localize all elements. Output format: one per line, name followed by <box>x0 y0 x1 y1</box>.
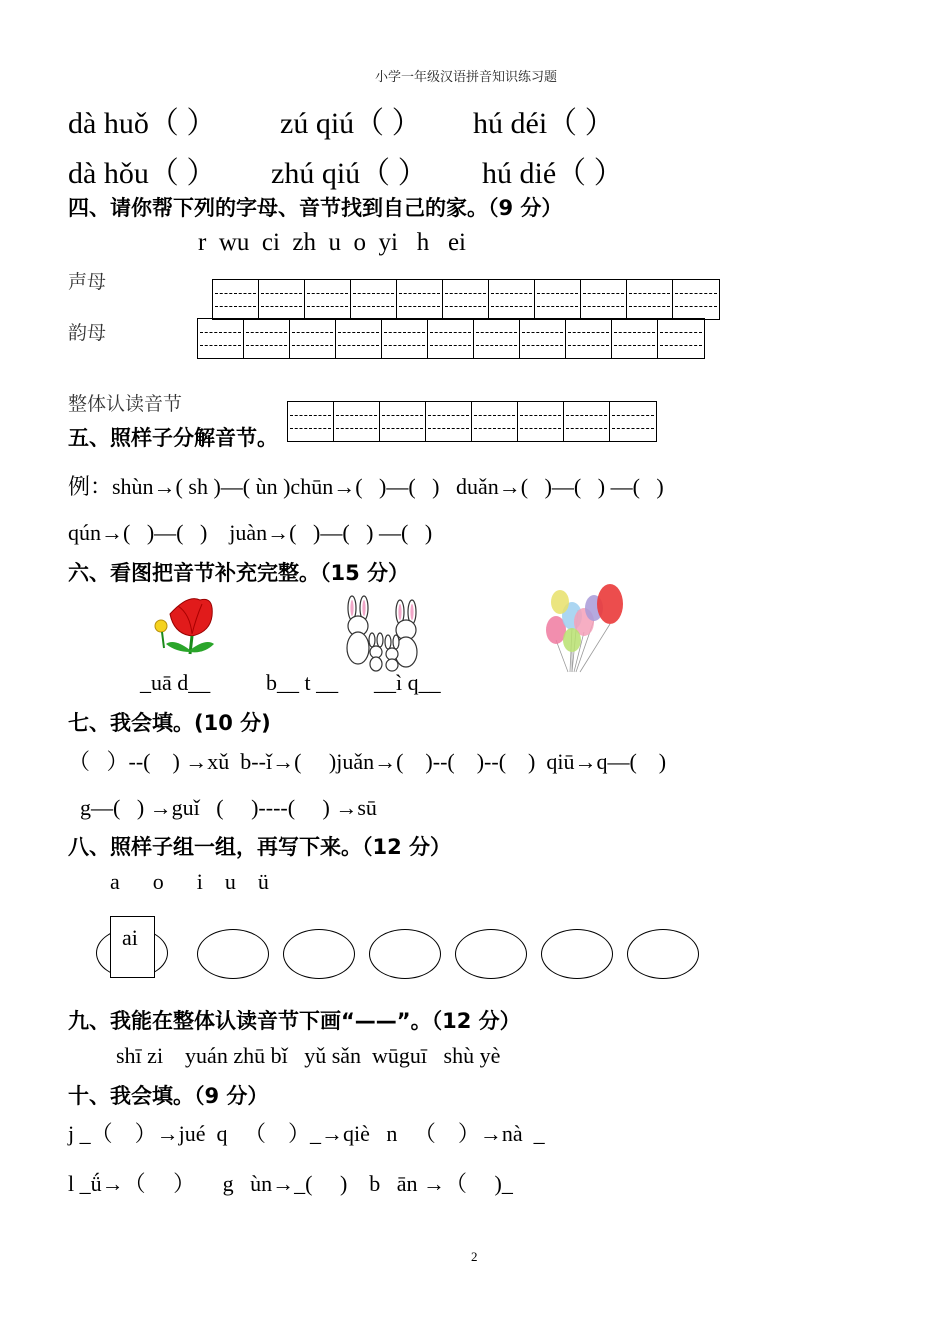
section-7-title: 七、我会填。(10 分) <box>68 711 271 735</box>
pinyin-item: hú dié（ ） <box>482 157 624 190</box>
section-9-title: 九、我能在整体认读音节下画“——”。（12 分） <box>68 1009 521 1033</box>
section-8-title: 八、照样子组一组，再写下来。（12 分） <box>68 835 452 859</box>
label-shengmu: 声母 <box>68 271 107 293</box>
answer-oval[interactable] <box>455 929 527 979</box>
fill-line-4: l _ǘ→（ ） g ùn→_( ) b ān →（ )_ <box>68 1171 513 1196</box>
section-5-title: 五、照样子分解音节。 <box>68 426 278 450</box>
answer-oval[interactable] <box>369 929 441 979</box>
section-6-title: 六、看图把音节补充完整。（15 分） <box>68 561 410 585</box>
example-syllable: ai <box>122 925 138 950</box>
answer-oval[interactable] <box>627 929 699 979</box>
zhengti-writing-grid[interactable] <box>287 401 657 442</box>
fill-line-1: （ ）--( ) →xǔ b--ǐ→( )juǎn→( )--( )--( ) qiū→q—( ) <box>68 749 667 774</box>
fill-answer-3[interactable]: __ì q__ <box>374 670 441 695</box>
section-10-title: 十、我会填。（9 分） <box>68 1084 269 1108</box>
yunmu-writing-grid[interactable] <box>197 318 705 359</box>
fill-line-2: g—( ) →guǐ ( )----( ) →sū <box>80 795 377 820</box>
syllable-list: shī zi yuán zhū bǐ yǔ sǎn wūguī shù yè <box>116 1043 501 1068</box>
page-number: 2 <box>471 1249 478 1264</box>
answer-oval[interactable] <box>197 929 269 979</box>
pinyin-item: dà huǒ（ ） <box>68 107 217 140</box>
section-4-title: 四、请你帮下列的字母、音节找到自己的家。（9 分） <box>68 196 563 220</box>
letter-list: r wu ci zh u o yi h ei <box>198 229 467 256</box>
shengmu-writing-grid[interactable] <box>212 279 720 320</box>
balloons-illustration <box>532 580 628 676</box>
decompose-line-2: qún→( )—( ) juàn→( )—( ) —( ) <box>68 520 433 545</box>
pinyin-item: hú déi（ ） <box>473 107 615 140</box>
pinyin-item: zhú qiú（ ） <box>271 157 428 190</box>
answer-oval[interactable] <box>283 929 355 979</box>
vowel-list: a o i u ü <box>110 869 269 894</box>
page-header: 小学一年级汉语拼音知识练习题 <box>375 69 558 84</box>
answer-oval[interactable] <box>541 929 613 979</box>
fill-answer-2[interactable]: b__ t __ <box>266 670 339 695</box>
example-card <box>110 916 155 978</box>
fill-answer-1[interactable]: _uā d__ <box>140 670 211 695</box>
fill-line-3: j _（ ）→jué q （ ）_→qiè n （ ）→nà _ <box>68 1121 545 1146</box>
decompose-line-1: 例：shùn→( sh )—( ùn )chūn→( )—( ) duǎn→( )—( ) —( ) <box>68 474 664 499</box>
label-zhengti: 整体认读音节 <box>68 393 183 415</box>
pinyin-item: zú qiú（ ） <box>280 107 422 140</box>
pinyin-item: dà hǒu（ ） <box>68 157 217 190</box>
rabbits-illustration <box>338 594 428 672</box>
label-yunmu: 韵母 <box>68 322 107 344</box>
flower-illustration <box>150 592 220 658</box>
